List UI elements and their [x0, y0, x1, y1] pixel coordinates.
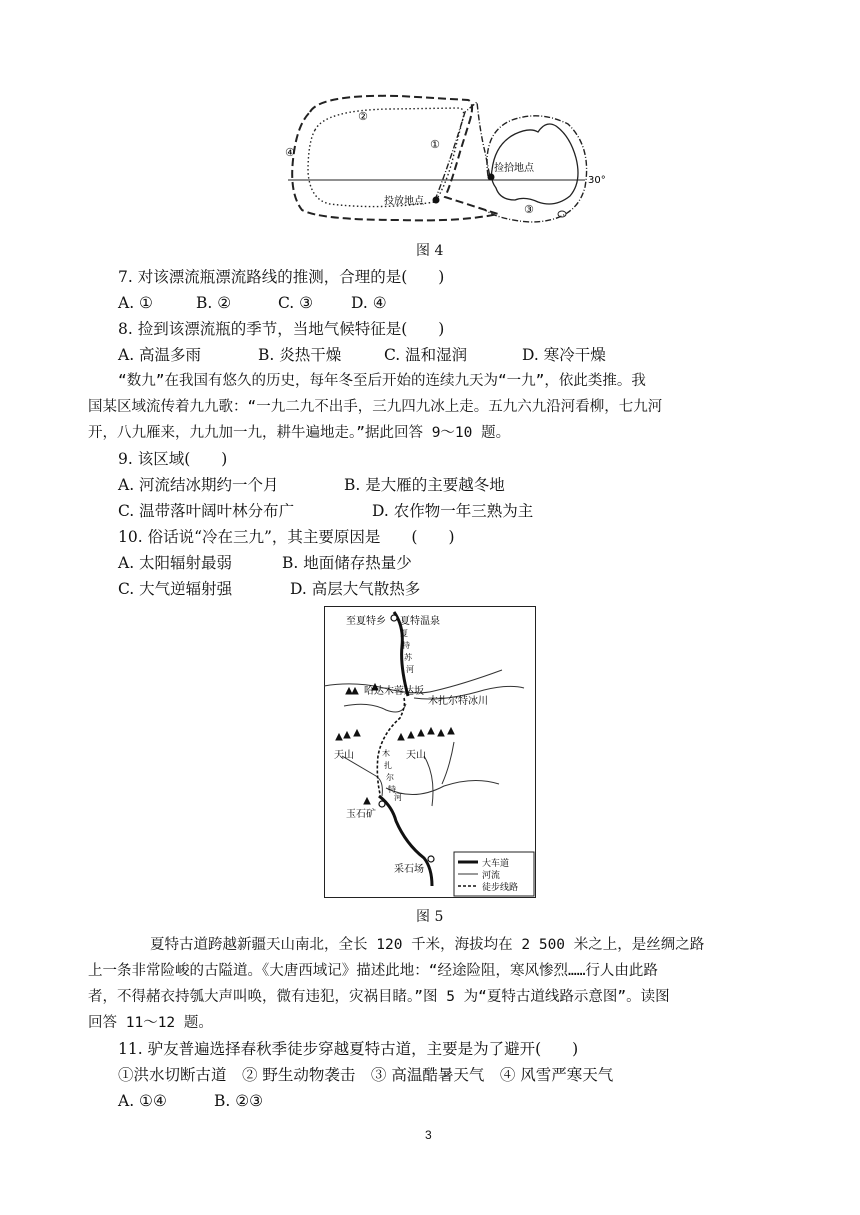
- passage-9-10-line-3: 开，八九雁来，九九加一九，耕牛遍地走。”据此回答 9～10 题。: [88, 425, 511, 441]
- xiate-river-label-4: 河: [406, 665, 414, 674]
- question-9-option-d[interactable]: D. 农作物一年三熟为主: [372, 502, 534, 520]
- muzart-river-label-2: 扎: [384, 761, 392, 770]
- figure-4-caption: 图 4: [416, 243, 444, 259]
- question-7-option-c[interactable]: C. ③: [278, 294, 314, 312]
- question-8-option-c[interactable]: C. 温和湿润: [384, 346, 468, 364]
- passage-11-12-line-3: 者，不得赭衣持瓠大声叫唤，微有违犯，灾祸目睹。”图 5 为“夏特古道线路示意图”。读图: [88, 989, 670, 1005]
- passage-11-12-line-2: 上一条非常险峻的古隘道。《大唐西域记》描述此地：“经途险阻，寒风惨烈……行人由此路: [88, 963, 658, 979]
- question-11-stem: 11. 驴友普遍选择春秋季徒步穿越夏特古道，主要是为了避开( ): [118, 1040, 579, 1058]
- question-11-options: [118, 1090, 263, 1112]
- question-8-option-a[interactable]: A. 高温多雨: [118, 346, 202, 364]
- figure-4-map: [280, 92, 610, 232]
- passage-11-12-line-1: 夏特古道跨越新疆天山南北，全长 120 千米，海拔均在 2 500 米之上，是丝绸之路: [150, 937, 705, 953]
- muzart-river-label-5: 河: [394, 793, 402, 802]
- pickup-label: 捡拾地点: [494, 163, 534, 174]
- figure-5-map: [324, 606, 536, 898]
- question-10-option-c[interactable]: C. 大气逆辐射强: [118, 580, 233, 598]
- question-11-option-b[interactable]: B. ②③: [214, 1092, 264, 1110]
- question-9-stem: 9. 该区域( ): [118, 450, 228, 468]
- figure-5-caption: 图 5: [416, 909, 444, 925]
- passage-9-10-line-2: 国某区域流传着九九歌：“一九二九不出手，三九四九冰上走。五九六九沿河看柳，七九河: [88, 399, 663, 415]
- question-7-stem: 7. 对该漂流瓶漂流路线的推测，合理的是( ): [118, 268, 445, 286]
- question-11-option-a[interactable]: A. ①④: [118, 1092, 167, 1110]
- quarry-point: [428, 856, 434, 862]
- question-9-option-c[interactable]: C. 温带落叶阔叶林分布广: [118, 502, 295, 520]
- question-9-options-row-1: [118, 474, 505, 496]
- route-3-label: ③: [524, 203, 534, 216]
- question-8-options: [118, 344, 606, 366]
- jade-mine-label: 玉石矿: [346, 809, 376, 820]
- route-4-label: ④: [285, 146, 295, 159]
- question-10-options-row-2: [118, 578, 420, 600]
- passage-11-12-line-4: 回答 11～12 题。: [88, 1015, 213, 1031]
- release-label: 投放地点: [384, 196, 424, 207]
- latitude-label: 30°: [588, 175, 606, 186]
- question-11-choices: ①洪水切断古道 ② 野生动物袭击 ③ 高温酷暑天气 ④ 风雪严寒天气: [118, 1066, 614, 1084]
- page-number: 3: [425, 1128, 432, 1142]
- tianshan-right-label: 天山: [406, 750, 426, 761]
- xiate-river-label-1: 夏: [400, 629, 408, 638]
- question-10-option-b[interactable]: B. 地面储存热量少: [282, 554, 412, 572]
- route-2-label: ②: [358, 110, 368, 123]
- question-9-option-b[interactable]: B. 是大雁的主要越冬地: [344, 476, 505, 494]
- tasmania-outline: [558, 211, 566, 217]
- question-10-options-row-1: [118, 552, 412, 574]
- question-7-option-d[interactable]: D. ④: [351, 294, 387, 312]
- xiate-township-label: 至夏特乡: [346, 616, 386, 627]
- muzart-river-label-3: 尔: [386, 773, 394, 782]
- xiate-river-label-3: 苏: [404, 653, 412, 662]
- question-9-option-a[interactable]: A. 河流结冰期约一个月: [118, 476, 279, 494]
- route-2-path: [308, 108, 464, 207]
- question-7-options: [118, 292, 387, 314]
- question-10-option-a[interactable]: A. 太阳辐射最弱: [118, 554, 233, 572]
- legend-river-label: 河流: [482, 871, 501, 881]
- question-10-stem: 10. 俗话说“冷在三九”，其主要原因是 ( ): [118, 528, 455, 546]
- hot-spring-label: 夏特温泉: [400, 616, 440, 627]
- hot-spring-point: [391, 615, 397, 621]
- legend-hiking-label: 徒步线路: [482, 883, 519, 893]
- jade-mine-point: [379, 801, 385, 807]
- muzart-river-label-1: 木: [382, 749, 390, 758]
- pickup-point: [488, 174, 495, 181]
- xiate-river-label-2: 特: [402, 641, 410, 650]
- question-8-stem: 8. 捡到该漂流瓶的季节，当地气候特征是( ): [118, 320, 445, 338]
- legend-cart-road-label: 大车道: [482, 859, 510, 869]
- question-10-option-d[interactable]: D. 高层大气散热多: [290, 580, 421, 598]
- muzart-river-label-4: 特: [388, 785, 396, 794]
- route-1-label: ①: [430, 138, 440, 151]
- question-8-option-b[interactable]: B. 炎热干燥: [258, 346, 342, 364]
- release-point: [433, 197, 440, 204]
- hadamu-pass-label: 哈达木蓉达坂: [364, 686, 424, 697]
- tianshan-left-label: 天山: [334, 750, 354, 761]
- quarry-label: 采石场: [394, 864, 424, 875]
- question-7-option-b[interactable]: B. ②: [196, 294, 232, 312]
- question-8-option-d[interactable]: D. 寒冷干燥: [522, 346, 606, 364]
- passage-9-10-line-1: “数九”在我国有悠久的历史，每年冬至后开始的连续九天为“一九”，依此类推。我: [118, 373, 646, 389]
- question-7-option-a[interactable]: A. ①: [118, 294, 153, 312]
- muzart-glacier-label: 木扎尔特冰川: [428, 696, 488, 707]
- question-9-options-row-2: [118, 500, 533, 522]
